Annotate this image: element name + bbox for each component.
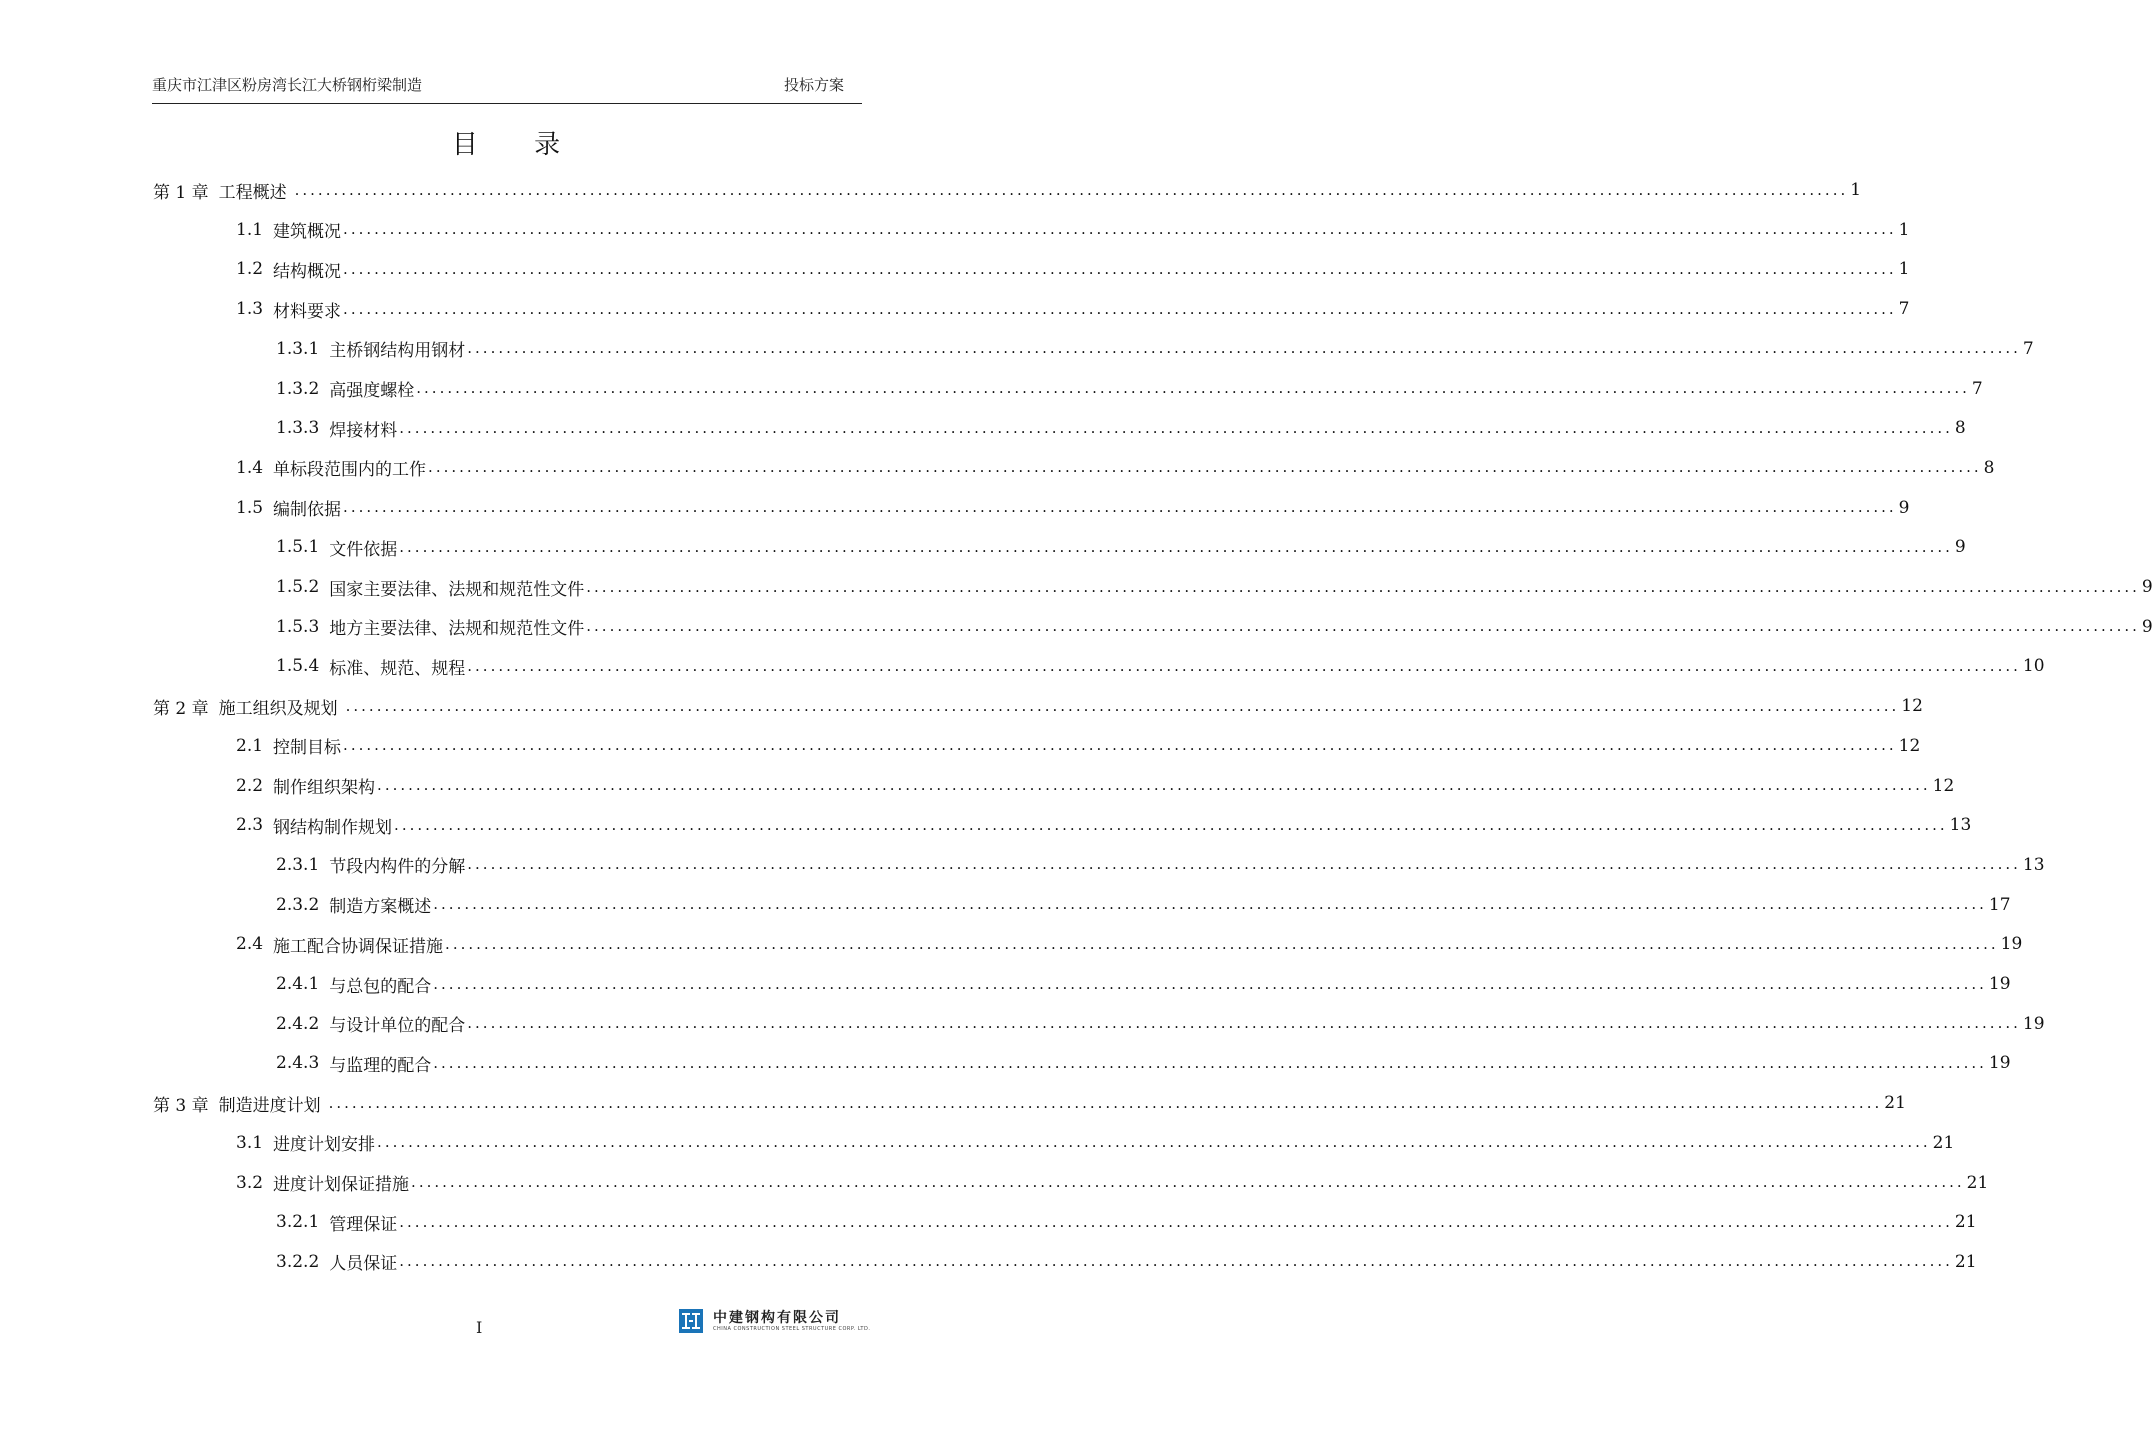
toc-entry-number: 2.4.2 [276,1013,320,1034]
toc-leader-dots: ........................................................................................................................................................................................................ [399,1212,1953,1231]
toc-leader-dots: ........................................................................................................................................................................................................ [586,577,2140,596]
toc-entry-number: 1.5.3 [276,616,320,637]
footer-page-number: I [476,1318,483,1337]
toc-entry-label: 与总包的配合 [329,976,432,997]
toc-entry-page: 9 [2141,616,2153,637]
toc-entry-label: 节段内构件的分解 [329,857,466,878]
toc-leader-dots: ........................................................................................................................................................................................................ [343,259,1897,278]
toc-entry-page: 19 [1988,974,2011,994]
toc-entry-number: 1.5.1 [276,537,320,558]
toc-entry-number: 1.5.4 [276,656,320,677]
toc-entry-number: 3.2.2 [276,1251,320,1272]
toc-entry[interactable] [276,1242,1977,1282]
toc-entry[interactable] [236,249,1910,289]
toc-entry-page: 21 [1932,1132,1955,1153]
toc-entry-number: 2.3 [236,815,264,836]
toc-entry-number: 2.4 [236,934,264,955]
toc-entry-number: 第 1 章 [153,182,209,203]
toc-leader-dots: ........................................................................................................................................................................................................ [343,736,1897,755]
toc-leader-dots: ........................................................................................................................................................................................................ [377,1133,1931,1152]
toc-entry-number: 1.2 [236,259,264,280]
toc-entry-page: 12 [1898,735,1921,756]
toc-entry-label: 材料要求 [273,301,342,322]
toc-leader-dots: ........................................................................................................................................................................................................ [343,498,1897,517]
toc-entry-label: 编制依据 [273,500,342,521]
logo-company-name-cn: 中建钢构有限公司 [713,1309,841,1326]
toc-entry-number: 2.2 [236,775,264,796]
toc-entry[interactable] [236,448,1995,488]
toc-entry-page: 9 [2141,577,2153,597]
toc-leader-dots: ........................................................................................................................................................................................................ [399,537,1953,556]
toc-entry[interactable] [276,964,2011,1004]
toc-entry-label: 地方主要法律、法规和规范性文件 [329,619,585,640]
toc-entry[interactable] [236,1123,1955,1163]
toc-entry-label: 工程概述 [218,182,287,203]
toc-entry-label: 制造进度计划 [218,1095,321,1116]
toc-leader-dots: ........................................................................................................................................................................................................ [445,934,1999,953]
toc-entry-number: 2.3.1 [276,854,320,875]
toc-leader-dots: ........................................................................................................................................................................................................ [467,339,2021,358]
toc-entry-page: 1 [1898,219,1910,240]
toc-leader-dots: ........................................................................................................................................................................................................ [467,656,2021,675]
toc-entry-number: 1.3.3 [276,418,320,439]
toc-entry-number: 第 2 章 [153,698,209,719]
toc-entry[interactable] [276,369,1983,409]
toc-entry-page: 17 [1988,894,2011,915]
toc-entry-page: 12 [1932,775,1955,796]
toc-entry[interactable] [276,646,2045,686]
toc-entry[interactable] [236,805,1972,845]
toc-entry-page: 7 [2022,338,2034,359]
toc-entry[interactable] [236,488,1910,528]
toc-entry[interactable] [276,1202,1977,1242]
toc-entry-label: 建筑概况 [273,222,342,243]
toc-entry-label: 制作组织架构 [273,778,376,798]
toc-entry-page: 9 [1898,497,1910,518]
toc-entry-label: 钢结构制作规划 [273,817,393,838]
toc-entry-number: 1.5 [236,497,264,518]
toc-entry-label: 高强度螺栓 [329,381,415,401]
toc-entry-page: 19 [2022,1013,2045,1034]
toc-entry-number: 1.3 [236,299,264,320]
toc-entry-page: 21 [1966,1172,1989,1193]
header-project-title: 重庆市江津区粉房湾长江大桥钢桁梁制造 [152,76,423,94]
toc-leader-dots: ........................................................................................................................................................................................................ [345,696,1900,715]
toc-entry-page: 13 [1949,815,1972,836]
toc-entry-label: 文件依据 [329,539,398,560]
toc-entry-label: 与设计单位的配合 [329,1016,466,1037]
toc-entry-page: 19 [2000,934,2023,955]
toc-entry[interactable] [153,1083,1906,1123]
toc-entry-page: 1 [1898,259,1910,280]
toc-entry[interactable] [236,726,1921,766]
toc-leader-dots: ........................................................................................................................................................................................................ [467,855,2021,874]
toc-leader-dots: ........................................................................................................................................................................................................ [433,895,1987,914]
toc-entry-number: 1.3.2 [276,378,320,399]
toc-entry[interactable] [236,924,2023,964]
page-header [152,70,862,104]
toc-title: 目 录 [451,130,585,160]
company-logo-icon [679,1309,703,1333]
toc-entry-label: 标准、规范、规程 [329,658,466,679]
toc-leader-dots: ........................................................................................................................................................................................................ [399,1252,1953,1271]
toc-leader-dots: ........................................................................................................................................................................................................ [394,815,1948,834]
toc-entry-number: 2.4.3 [276,1053,320,1074]
toc-entry[interactable] [236,289,1910,329]
toc-entry-label: 焊接材料 [329,420,398,441]
logo-company-name-en: CHINA CONSTRUCTION STEEL STRUCTURE CORP. LTD. [713,1325,871,1332]
toc-entry[interactable] [236,1163,1989,1203]
toc-entry-label: 结构概况 [273,261,342,282]
toc-entry-number: 2.1 [236,735,264,756]
toc-entry-label: 施工组织及规划 [218,698,338,719]
toc-entry[interactable] [276,408,1966,448]
toc-entry-number: 3.2.1 [276,1212,320,1233]
toc-entry-page: 9 [1954,537,1966,558]
toc-entry-page: 21 [1954,1212,1977,1233]
toc-entry-label: 控制目标 [273,738,342,759]
toc-entry[interactable] [276,527,1966,567]
toc-leader-dots: ........................................................................................................................................................................................................ [399,418,1953,437]
toc-entry[interactable] [236,210,1910,250]
toc-entry-label: 主桥钢结构用钢材 [329,341,466,362]
toc-leader-dots: ........................................................................................................................................................................................................ [433,974,1987,993]
toc-entry-number: 2.3.2 [276,894,320,915]
toc-entry-page: 8 [1954,418,1966,439]
toc-entry-page: 13 [2022,854,2045,875]
toc-entry[interactable] [276,567,2153,607]
toc-entry-page: 10 [2022,656,2045,677]
toc-entry[interactable] [276,329,2034,369]
toc-leader-dots: ........................................................................................................................................................................................................ [343,299,1897,318]
toc-entry[interactable] [276,1043,2011,1083]
toc-leader-dots: ........................................................................................................................................................................................................ [586,617,2140,636]
toc-leader-dots: ........................................................................................................................................................................................................ [328,1093,1883,1112]
toc-entry-label: 制造方案概述 [329,897,432,918]
toc-entry-page: 21 [1954,1251,1977,1272]
toc-entry-number: 2.4.1 [276,974,320,994]
toc-leader-dots: ........................................................................................................................................................................................................ [294,180,1849,199]
toc-leader-dots: ........................................................................................................................................................................................................ [343,220,1897,239]
toc-entry-page: 12 [1901,696,1923,717]
toc-entry[interactable] [153,686,1923,726]
toc-entry-label: 施工配合协调保证措施 [273,936,444,957]
toc-entry-label: 人员保证 [329,1254,398,1275]
toc-leader-dots: ........................................................................................................................................................................................................ [416,379,1970,397]
toc-entry[interactable] [276,885,2011,925]
toc-leader-dots: ........................................................................................................................................................................................................ [377,776,1931,794]
toc-entry[interactable] [276,845,2045,885]
company-logo [679,1307,870,1335]
toc-entry-page: 7 [1971,378,1983,399]
toc-entry-label: 单标段范围内的工作 [273,460,427,481]
toc-entry-page: 8 [1983,457,1995,478]
toc-entry-label: 国家主要法律、法规和规范性文件 [329,579,585,600]
toc-entry-number: 1.1 [236,219,264,240]
toc-entry-page: 21 [1884,1093,1906,1114]
toc-entry-page: 7 [1898,299,1910,320]
toc-entry-number: 第 3 章 [153,1095,209,1116]
toc-entry[interactable] [276,1004,2045,1044]
toc-entry-page: 1 [1850,180,1862,200]
toc-leader-dots: ........................................................................................................................................................................................................ [428,458,1982,477]
toc-entry-label: 进度计划保证措施 [273,1175,410,1195]
toc-leader-dots: ........................................................................................................................................................................................................ [467,1014,2021,1033]
toc-leader-dots: ........................................................................................................................................................................................................ [411,1173,1965,1191]
toc-entry-page: 19 [1988,1053,2011,1074]
toc-entry-label: 管理保证 [329,1214,398,1235]
toc-entry[interactable] [153,170,1862,210]
toc-entry[interactable] [276,607,2153,647]
toc-entry[interactable] [236,766,1955,806]
toc-entry-label: 进度计划安排 [273,1135,376,1156]
toc-entry-label: 与监理的配合 [329,1055,432,1076]
toc-entry-number: 1.5.2 [276,577,320,597]
toc-entry-number: 3.2 [236,1172,264,1193]
toc-entry-number: 1.4 [236,457,264,478]
header-doc-type: 投标方案 [783,76,844,94]
toc-entry-number: 3.1 [236,1132,264,1153]
toc-entry-number: 1.3.1 [276,338,320,359]
toc-leader-dots: ........................................................................................................................................................................................................ [433,1053,1987,1072]
